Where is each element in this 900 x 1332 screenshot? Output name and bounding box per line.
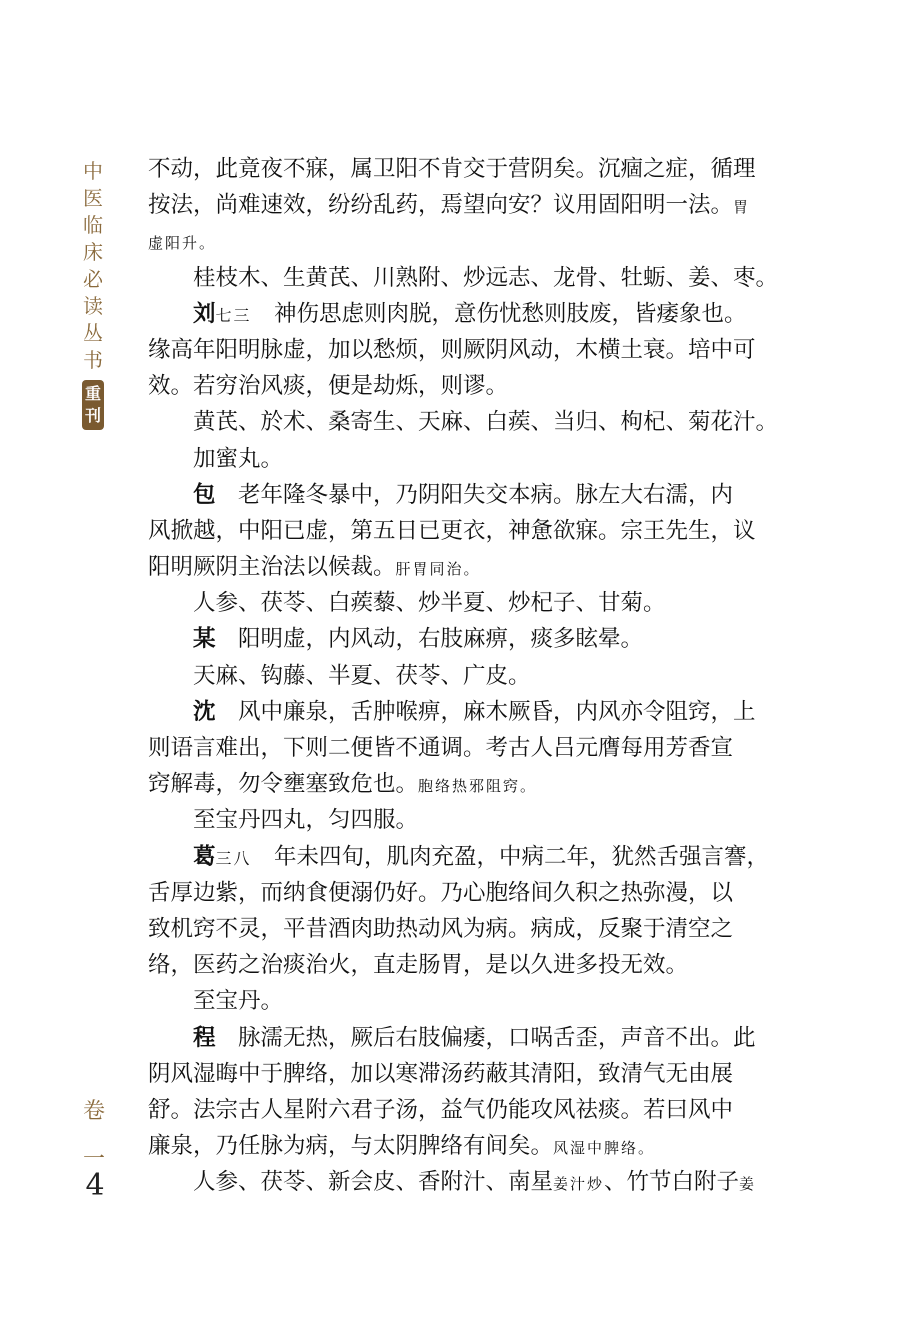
annotation: 胃 [733, 198, 751, 217]
text-line [148, 1056, 748, 1092]
text-run: 则语言难出，下则二便皆不通调。考古人吕元膺每用芳香宣 [148, 735, 734, 761]
text-run: 缘高年阳明脉虚，加以愁烦，则厥阴风动，木横土衰。培中可 [148, 336, 756, 363]
case-heading-line [148, 621, 748, 657]
text-run: 效。若穷治风痰，便是劫烁，则谬。 [148, 373, 509, 400]
patient-age: 三八 [215, 848, 252, 868]
text-run: 天麻、钩藤、半夏、茯苓、广皮。 [193, 662, 531, 689]
volume-char: 卷 [82, 1099, 105, 1124]
text-line [148, 151, 756, 187]
prescription-line [148, 404, 779, 440]
text-run: 风中廉泉，舌肿喉痹，麻木厥昏，内风亦令阻窍，上 [215, 698, 756, 725]
text-run: 老年隆冬暴中，乃阴阳失交本病。脉左大右濡，内 [215, 481, 734, 508]
series-char: 丛 [83, 321, 103, 345]
text-run: 至宝丹。 [193, 988, 284, 1015]
series-char: 中 [83, 159, 103, 183]
text-run: 、竹节白附子 [604, 1169, 740, 1196]
text-line [148, 947, 748, 983]
text-run: 加蜜丸。 [193, 445, 284, 472]
text-line [148, 875, 748, 911]
volume-char: 一 [82, 1147, 105, 1172]
text-run: 人参、茯苓、新会皮、香附汁、南星 [193, 1169, 554, 1196]
text-run: 按法，尚难速效，纷纷乱药，焉望向安？议用固阳明一法。 [148, 192, 734, 219]
text-run: 桂枝木、生黄芪、川熟附、炒远志、龙骨、牡蛎、姜、枣。 [193, 264, 779, 291]
text-line [148, 911, 748, 947]
page-number: 4 [85, 1168, 105, 1203]
patient-name: 程 [193, 1024, 216, 1051]
text-run: 风掀越，中阳已虚，第五日已更衣，神惫欲寐。宗王先生，议 [148, 517, 756, 544]
prescription-line [148, 658, 748, 694]
annotation: 虚阳升。 [148, 234, 217, 253]
prescription-line [148, 983, 748, 1019]
patient-name: 包 [193, 481, 216, 508]
series-char: 医 [83, 186, 103, 210]
annotation: 肝胃同治。 [395, 560, 481, 579]
text-run: 致机窍不灵，平昔酒肉助热动风为病。病成，反聚于清空之 [148, 915, 734, 942]
annotation: 姜汁炒 [553, 1175, 605, 1194]
text-run: 络，医药之治痰治火，直走肠胃，是以久进多投无效。 [148, 952, 689, 979]
text-line [148, 187, 751, 223]
text-run: 年未四旬，肌肉充盈，中病二年，犹然舌强言謇， [251, 843, 770, 870]
seal-char: 刊 [84, 406, 101, 425]
annotation: 胞络热邪阻窍。 [418, 777, 538, 796]
series-char: 床 [83, 240, 103, 264]
case-heading-line [148, 1020, 756, 1056]
text-line [148, 730, 748, 766]
prescription-line [148, 585, 748, 621]
case-heading-line [148, 296, 748, 332]
series-title [80, 158, 106, 430]
text-run: 窍解毒，勿令壅塞致危也。 [148, 771, 419, 798]
reprint-seal [82, 380, 104, 430]
prescription-line [148, 441, 748, 477]
seal-char: 重 [84, 384, 101, 403]
case-heading-line [148, 477, 748, 513]
patient-name: 葛 [193, 843, 216, 870]
prescription-line [148, 802, 748, 838]
text-run: 人参、茯苓、白蒺藜、炒半夏、炒杞子、甘菊。 [193, 590, 666, 617]
series-char: 临 [83, 213, 103, 237]
text-run: 阳明虚，内风动，右肢麻痹，痰多眩晕。 [215, 626, 644, 653]
prescription-line [148, 1164, 757, 1200]
case-heading-line [148, 839, 770, 875]
text-run: 阳明厥阴主治法以候裁。 [148, 554, 396, 581]
patient-age: 七三 [215, 305, 252, 325]
text-run: 舒。法宗古人星附六君子汤，益气仍能攻风祛痰。若曰风中 [148, 1096, 734, 1123]
annotation: 姜 [739, 1175, 757, 1194]
patient-name: 沈 [193, 698, 216, 725]
text-line [148, 223, 748, 259]
annotation: 风湿中脾络。 [553, 1139, 656, 1158]
text-line [148, 513, 756, 549]
series-char: 必 [83, 267, 103, 291]
text-line [148, 368, 748, 404]
text-run: 脉濡无热，厥后右肢偏痿，口㖞舌歪，声音不出。此 [215, 1024, 756, 1051]
text-run: 阴风湿晦中于脾络，加以寒滞汤药蔽其清阳，致清气无由展 [148, 1060, 734, 1087]
text-run: 至宝丹四丸，匀四服。 [193, 807, 419, 834]
patient-name: 刘 [193, 300, 216, 327]
series-char: 读 [83, 294, 103, 318]
text-line [148, 766, 748, 802]
text-run: 不动，此竟夜不寐，属卫阳不肯交于营阴矣。沉痼之症，循理 [148, 156, 756, 182]
text-run: 黄芪、於术、桑寄生、天麻、白蒺、当归、枸杞、菊花汁。 [193, 409, 779, 436]
prescription-line [148, 260, 779, 296]
text-run: 廉泉，乃任脉为病，与太阴脾络有间矣。 [148, 1133, 554, 1160]
series-char: 书 [83, 348, 103, 372]
text-line [148, 549, 748, 585]
body-text [148, 151, 779, 1200]
case-heading-line [148, 694, 756, 730]
text-run: 神伤思虑则肉脱，意伤忧愁则肢废，皆痿象也。 [251, 300, 747, 327]
text-line [148, 1092, 748, 1128]
text-run: 舌厚边紫，而纳食便溺仍好。乃心胞络间久积之热弥漫，以 [148, 879, 734, 906]
text-line [148, 1128, 748, 1164]
text-line [148, 332, 756, 368]
patient-name: 某 [193, 626, 216, 653]
